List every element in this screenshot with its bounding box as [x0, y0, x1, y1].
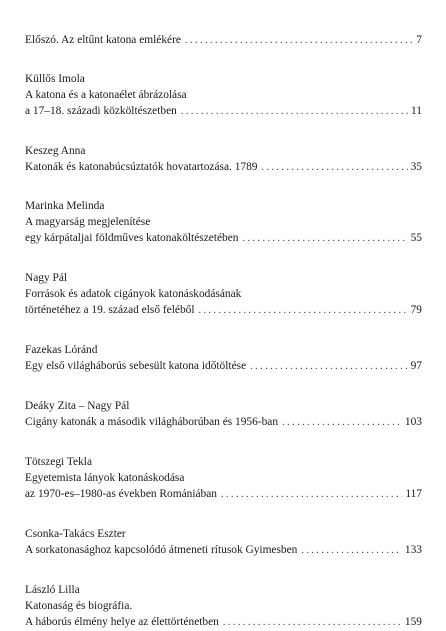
toc-author: Deáky Zita – Nagy Pál: [25, 400, 130, 412]
toc-entry-totszegi-tekla[interactable]: [25, 454, 422, 502]
dot-leader: [243, 231, 408, 247]
toc-author: Küllős Imola: [25, 73, 85, 85]
toc-title-line: [25, 414, 422, 430]
toc-title: Előszó. Az eltűnt katona emlékére: [25, 34, 181, 46]
dot-leader: [181, 104, 408, 120]
toc-title: A magyarság megjelenítése: [25, 216, 151, 228]
toc-title: az 1970-es–1980-as években Romániában: [25, 488, 217, 500]
toc-author: Tötszegi Tekla: [25, 456, 92, 468]
dot-leader: [282, 415, 402, 431]
dot-leader: [250, 359, 407, 375]
toc-entry-csonka-takacs-eszter[interactable]: [25, 526, 422, 558]
toc-author: Marinka Melinda: [25, 200, 105, 212]
toc-title: A háborús élmény helye az élettörténetben: [25, 616, 219, 628]
toc-title: A katona és a katonaélet ábrázolása: [25, 89, 187, 101]
toc-title-line: [25, 159, 422, 175]
page-number: 97: [410, 360, 422, 372]
dot-leader: [221, 487, 402, 503]
toc-author: Csonka-Takács Eszter: [25, 528, 126, 540]
toc-title: egy kárpátaljai földműves katonaköltészetében: [25, 232, 239, 244]
toc-title: Katonaság és biográfia.: [25, 600, 133, 612]
page-number: 11: [411, 105, 422, 117]
toc-title: Cigány katonák a második világháborúban és 1956-ban: [25, 416, 279, 428]
toc-title: történetéhez a 19. század első feléből: [25, 304, 195, 316]
toc-author: Keszeg Anna: [25, 145, 86, 157]
toc-entry-keszeg-anna[interactable]: [25, 143, 422, 175]
dot-leader: [223, 615, 402, 631]
page-number: 7: [416, 34, 422, 46]
dot-leader: [301, 543, 402, 559]
toc-author: László Lilla: [25, 584, 80, 596]
toc-entry-laszlo-lilla[interactable]: [25, 582, 422, 630]
toc-entry-kullos-imola[interactable]: [25, 71, 422, 119]
toc-title-line: [25, 32, 422, 48]
toc-title-line: [25, 614, 422, 630]
dot-leader: [199, 303, 408, 319]
dot-leader: [261, 160, 407, 176]
table-of-contents: [25, 32, 422, 630]
toc-entry-deaky-zita-nagy-pal[interactable]: [25, 398, 422, 430]
toc-entry-nagy-pal[interactable]: [25, 270, 422, 318]
page-number: 35: [410, 161, 422, 173]
page-number: 55: [410, 232, 422, 244]
toc-entry-eloszo[interactable]: [25, 32, 422, 48]
page-number: 79: [410, 304, 422, 316]
toc-title-line: [25, 230, 422, 246]
page-number: 103: [404, 416, 422, 428]
toc-author: Nagy Pál: [25, 272, 68, 284]
page-number: 117: [405, 488, 422, 500]
toc-title: Egyetemista lányok katonáskodása: [25, 472, 185, 484]
toc-title: Források és adatok cigányok katonáskodásának: [25, 288, 242, 300]
dot-leader: [185, 33, 413, 49]
toc-title: A sorkatonasághoz kapcsolódó átmeneti rítusok Gyimesben: [25, 544, 298, 556]
toc-title: Egy első világháborús sebesült katona időtöltése: [25, 360, 247, 372]
page-number: 133: [404, 544, 422, 556]
toc-title-line: [25, 302, 422, 318]
toc-title-line: [25, 486, 422, 502]
toc-title-line: [25, 542, 422, 558]
page-number: 159: [404, 616, 422, 628]
toc-author: Fazekas Lóránd: [25, 344, 98, 356]
toc-title-line: [25, 358, 422, 374]
toc-title: a 17–18. századi közköltészetben: [25, 105, 177, 117]
toc-entry-marinka-melinda[interactable]: [25, 198, 422, 246]
toc-title-line: [25, 103, 422, 119]
toc-title: Katonák és katonabúcsúztatók hovatartozása. 1789: [25, 161, 258, 173]
toc-entry-fazekas-lorand[interactable]: [25, 342, 422, 374]
